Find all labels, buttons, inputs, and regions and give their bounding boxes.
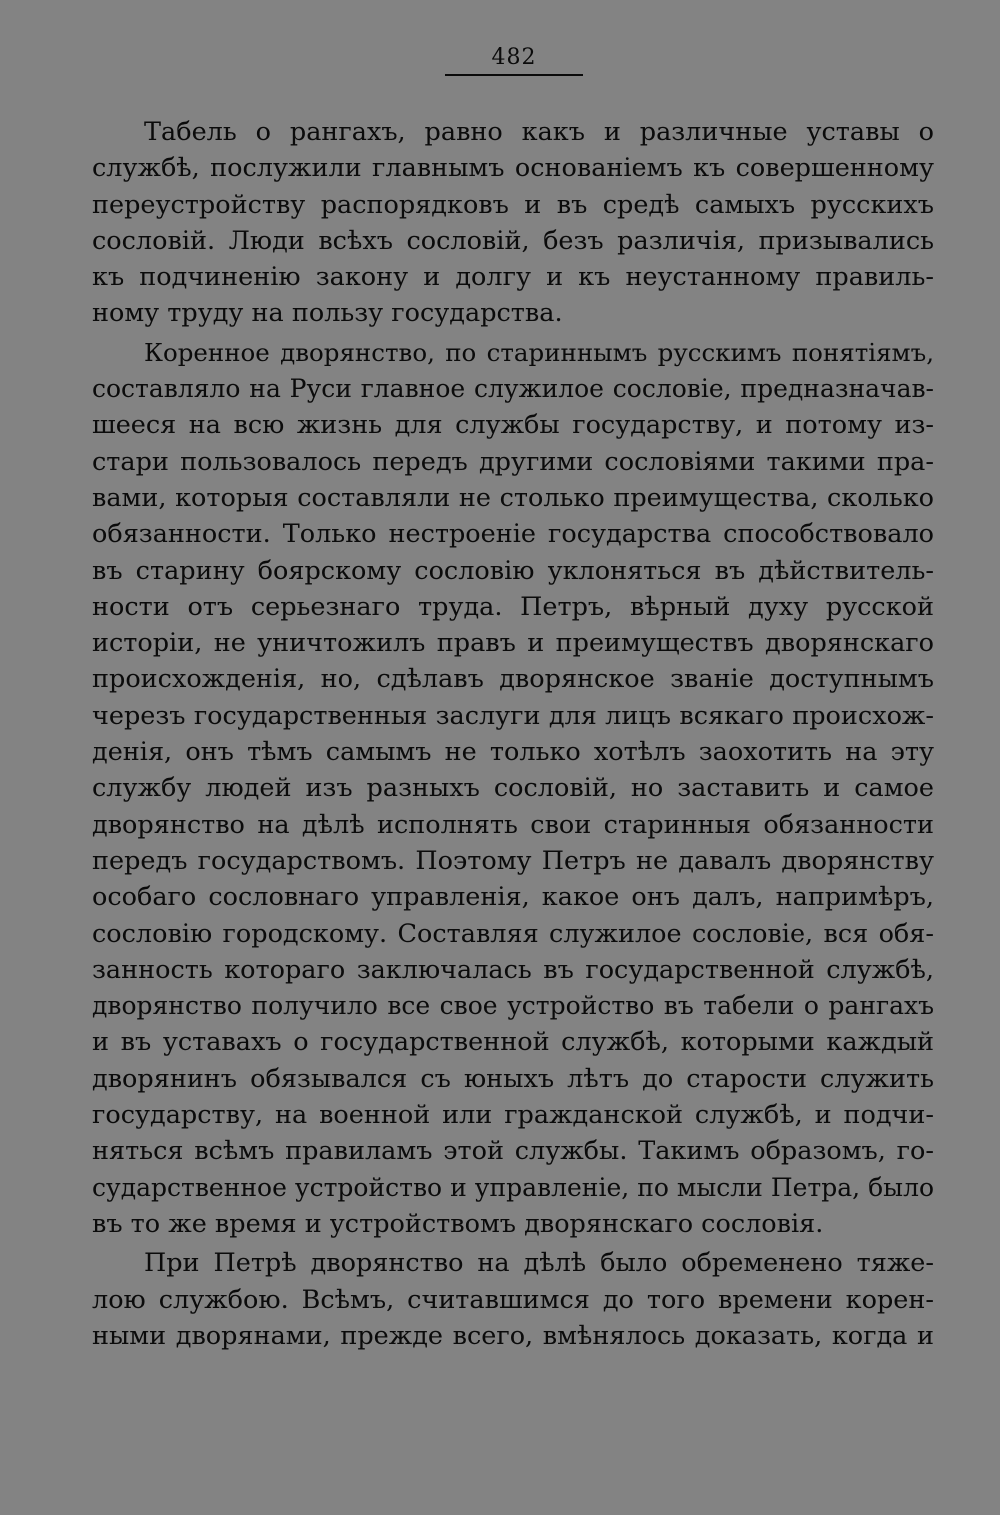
text-line: дворянство на дѣлѣ исполнять свои старинныя обязанности: [92, 809, 934, 840]
text-line: ными дворянами, прежде всего, вмѣнялось доказать, когда и: [92, 1320, 934, 1351]
page-number-rule: [445, 74, 583, 76]
text-line: ности отъ серьезнаго труда. Петръ, вѣрный духу русской: [92, 591, 934, 622]
text-line: дворянство получило все свое устройство въ табели о рангахъ: [92, 991, 934, 1021]
text-line: обязанности. Только нестроенiе государства способствовало: [92, 519, 934, 550]
text-line: и въ уставахъ о государственной службѣ, которыми каждый: [92, 1027, 934, 1058]
paragraph-1: [92, 114, 934, 332]
paragraph-2: [92, 335, 934, 1242]
text-line: няться всѣмъ правиламъ этой службы. Такимъ образомъ, го-: [92, 1136, 934, 1167]
text-line: стари пользовалось передъ другими сословiями такими пра-: [92, 446, 934, 477]
text-line: шееся на всю жизнь для службы государству, и потому из-: [92, 410, 934, 441]
text-line: переустройству распорядковъ и въ средѣ самыхъ русскихъ: [92, 189, 934, 220]
text-line: къ подчиненiю закону и долгу и къ неустанному правиль-: [92, 262, 934, 293]
text-line: При Петрѣ дворянство на дѣлѣ было обременено тяже-: [144, 1248, 934, 1279]
text-line: службѣ, послужили главнымъ основанiемъ къ совершенному: [92, 153, 934, 184]
text-line: вами, которыя составляли не столько преимущества, сколько: [92, 482, 934, 513]
text-line: происхожденiя, но, сдѣлавъ дворянское званiе доступнымъ: [92, 664, 934, 695]
body-text: [92, 114, 934, 1354]
text-line: особаго сословнаго управленiя, какое онъ далъ, напримѣръ,: [92, 882, 934, 913]
text-line: Коренное дворянство, по стариннымъ русскимъ понятiямъ,: [144, 337, 934, 367]
text-line: сословiй. Люди всѣхъ сословiй, безъ различiя, призывались: [92, 225, 934, 256]
text-line: составляло на Руси главное служилое сословiе, предназначав-: [92, 374, 934, 404]
text-line: занность котораго заключалась въ государственной службѣ,: [92, 954, 934, 985]
text-line: дворянинъ обязывался съ юныхъ лѣтъ до старости служить: [92, 1063, 934, 1094]
text-line: передъ государствомъ. Поэтому Петръ не давалъ дворянству: [92, 845, 934, 876]
text-line: службу людей изъ разныхъ сословiй, но заставить и самое: [92, 773, 934, 804]
text-line: въ старину боярскому сословiю уклоняться въ дѣйствитель-: [92, 555, 934, 586]
text-line: исторiи, не уничтожилъ правъ и преимуществъ дворянскаго: [92, 628, 934, 659]
text-line: сословiю городскому. Составляя служилое сословiе, вся обя-: [92, 918, 934, 949]
text-line: въ то же время и устройствомъ дворянскаго сословiя.: [92, 1208, 824, 1239]
text-line: Табель о рангахъ, равно какъ и различные уставы о: [144, 117, 934, 147]
text-line: денiя, онъ тѣмъ самымъ не только хотѣлъ заохотить на эту: [92, 737, 934, 768]
page-number: 482: [491, 45, 537, 70]
text-line: черезъ государственныя заслуги для лицъ всякаго происхож-: [92, 700, 934, 731]
text-line: государству, на военной или гражданской службѣ, и подчи-: [92, 1100, 934, 1131]
paragraph-3: [92, 1245, 934, 1354]
text-line: лою службою. Всѣмъ, считавшимся до того времени корен-: [92, 1284, 934, 1315]
text-line: сударственное устройство и управленiе, по мысли Петра, было: [92, 1172, 934, 1202]
text-line: ному труду на пользу государства.: [92, 298, 563, 329]
